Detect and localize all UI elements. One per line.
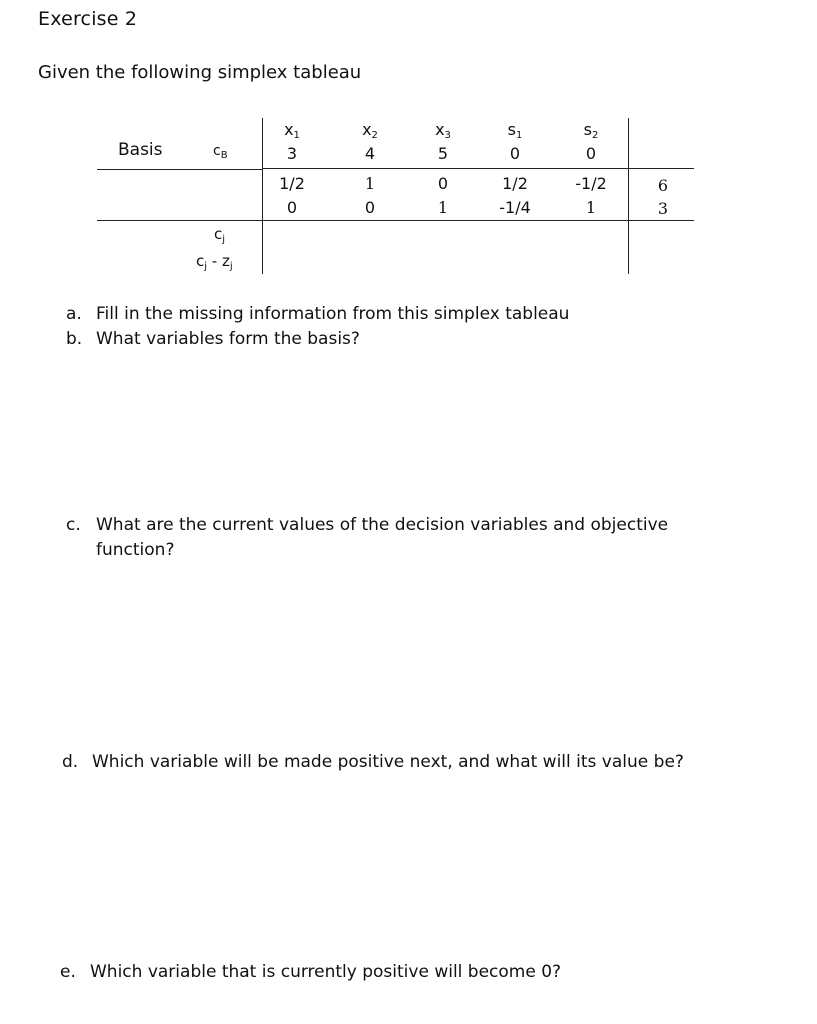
question-d	[62, 750, 782, 775]
row1-rhs: 6	[657, 176, 669, 195]
question-text: Fill in the missing information from this simplex tableau	[96, 304, 570, 324]
obj-coef-x2: 4	[364, 144, 376, 163]
exercise-title: Exercise 2	[38, 8, 138, 30]
table-rule-header	[97, 169, 262, 170]
question-text: Which variable that is currently positive will become 0?	[90, 962, 562, 982]
question-letter: a.	[66, 304, 82, 324]
table-top-line	[262, 168, 694, 169]
var-header-x3	[413, 120, 473, 141]
var-sub: 2	[371, 130, 378, 141]
row2-s2: 1	[585, 198, 597, 217]
question-letter: b.	[66, 329, 83, 349]
cb-label-main: c	[213, 143, 221, 159]
row1-s1: 1/2	[502, 174, 528, 193]
obj-coef-s2: 0	[585, 144, 597, 163]
question-text: Which variable will be made positive next, and what will its value be?	[92, 752, 684, 772]
question-b	[66, 327, 716, 352]
var-header-x1	[262, 120, 322, 141]
cjzj-label-mid: - z	[207, 252, 230, 270]
question-c	[66, 513, 716, 563]
var-name: s	[583, 120, 592, 139]
question-text: What are the current values of the decision variables and objective function?	[96, 515, 669, 560]
row1-x1: 1/2	[279, 174, 305, 193]
question-letter: c.	[66, 515, 81, 535]
var-header-s1	[485, 120, 545, 141]
var-name: s	[507, 120, 516, 139]
table-rule-bottom	[97, 220, 694, 221]
var-header-x2	[340, 120, 400, 141]
cb-label	[213, 143, 228, 161]
var-sub: 2	[591, 130, 599, 141]
obj-coef-s1: 0	[509, 144, 521, 163]
cj-zj-label	[196, 252, 233, 272]
table-left-divider	[262, 118, 263, 274]
intro-text: Given the following simplex tableau	[38, 62, 362, 83]
row2-x2: 0	[364, 198, 376, 217]
var-name: x	[284, 120, 294, 139]
question-text: What variables form the basis?	[96, 329, 360, 349]
table-right-divider	[628, 118, 629, 274]
obj-coef-x1: 3	[286, 144, 298, 163]
question-e	[60, 960, 710, 985]
var-name: x	[362, 120, 372, 139]
row2-x3: 1	[437, 198, 449, 217]
cjzj-label-sub: j	[204, 261, 208, 272]
cb-label-sub: B	[220, 150, 228, 161]
cj-label-main: c	[214, 225, 223, 243]
var-sub: 1	[515, 130, 523, 141]
cj-label-sub: j	[222, 234, 226, 245]
row2-x1: 0	[286, 198, 298, 217]
cjzj-label-main: c	[196, 252, 205, 270]
cj-label	[214, 225, 225, 245]
cjzj-label-sub2: j	[229, 261, 233, 272]
row2-s1: -1/4	[499, 198, 531, 217]
row1-x2: 1	[364, 174, 376, 193]
obj-coef-x3: 5	[437, 144, 449, 163]
question-letter: e.	[60, 962, 76, 982]
var-header-s2	[561, 120, 621, 141]
var-name: x	[435, 120, 445, 139]
var-sub: 3	[444, 130, 451, 141]
basis-label: Basis	[118, 140, 163, 160]
var-sub: 1	[293, 130, 300, 141]
row1-x3: 0	[437, 174, 449, 193]
question-a	[66, 302, 716, 327]
row1-s2: -1/2	[575, 174, 607, 193]
row2-rhs: 3	[657, 199, 669, 218]
question-letter: d.	[62, 752, 79, 772]
